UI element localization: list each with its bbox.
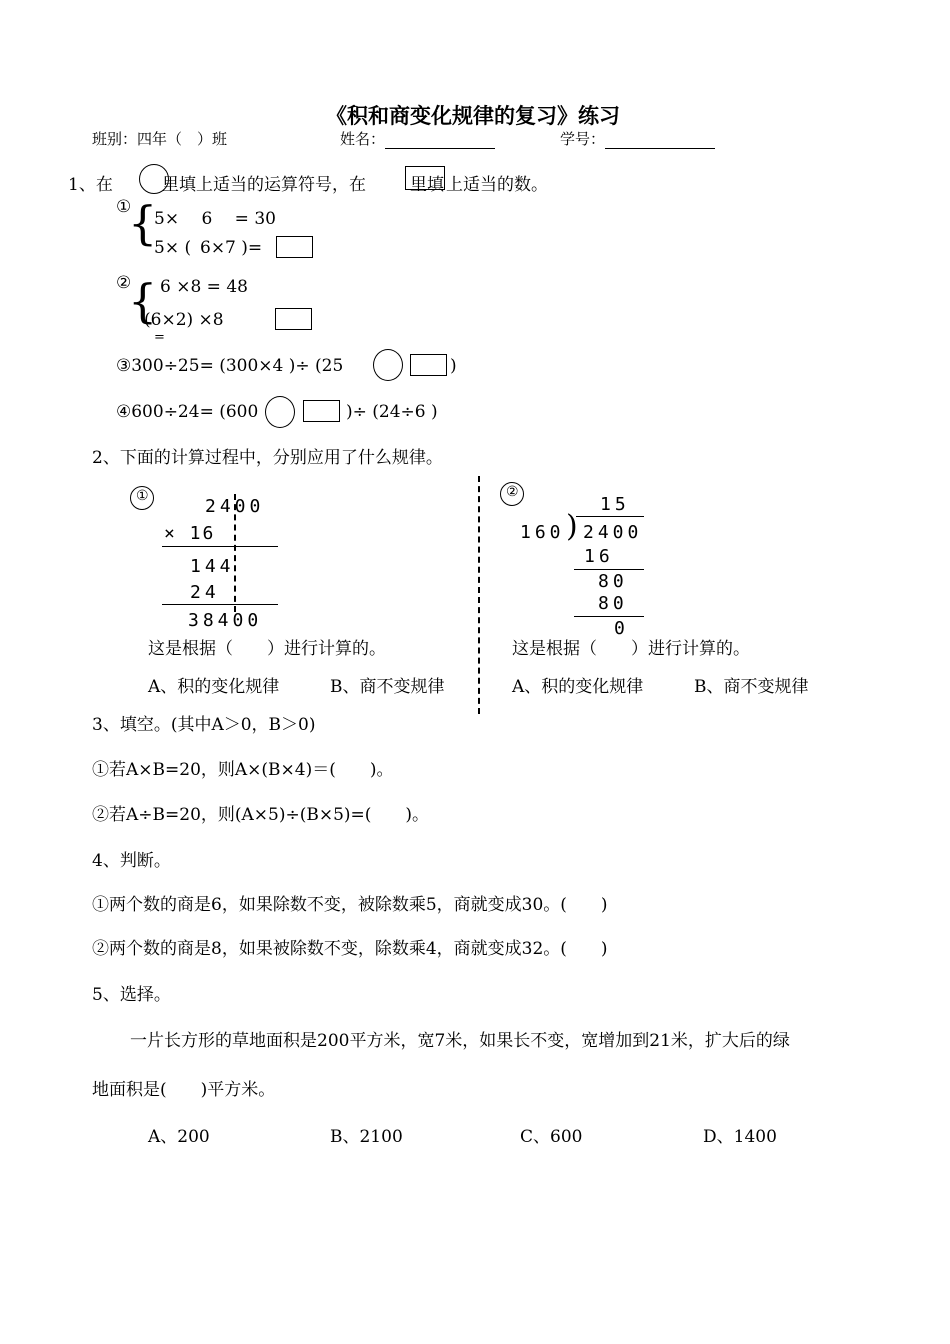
q1-p1-line1: 5× 6 = 30 (154, 209, 276, 229)
id-blank[interactable] (605, 134, 715, 149)
calc-line (574, 569, 644, 570)
q1-box-word: 里填 (410, 175, 444, 195)
q3-item2: ②若A÷B=20，则(A×5)÷(B×5)=( )。 (92, 805, 430, 825)
q1-p4-text-a: ④600÷24= (600 (116, 402, 259, 422)
calc-row: 80 (598, 593, 628, 614)
q2-right-marker: ② (506, 484, 519, 500)
dashed-guide (234, 494, 236, 612)
id-label: 学号： (560, 130, 606, 148)
brace-icon: { (128, 274, 158, 328)
answer-box[interactable] (275, 308, 312, 330)
answer-box[interactable] (303, 400, 340, 422)
answer-box[interactable] (410, 354, 447, 376)
calc-row: × 16 (164, 523, 216, 544)
q1-p2-line1: 6 ×8 = 48 (160, 277, 248, 297)
calc-line (162, 546, 278, 547)
calc-row: 0 (614, 618, 629, 639)
name-label: 姓名： (340, 130, 386, 148)
q1-p2-line2: (6×2) ×8 (144, 310, 224, 330)
divisor: 160 (520, 522, 565, 543)
q2-heading: 2、下面的计算过程中，分别应用了什么规律。 (92, 448, 443, 468)
calc-row: 24 (190, 582, 220, 603)
q1-p1-line2-b: 6×7 )= (200, 238, 263, 258)
q1-p2-eq: = (154, 330, 165, 345)
q1-p3-text-a: ③300÷25= (300×4 )÷ (25 (116, 356, 344, 376)
q5-option-b[interactable]: B、2100 (330, 1127, 403, 1147)
q2-left-option-b[interactable]: B、商不变规律 (330, 677, 445, 697)
calc-line (162, 604, 278, 605)
dividend: 2400 (583, 522, 643, 543)
answer-box[interactable] (276, 236, 313, 258)
q1-p2-marker: ② (116, 273, 132, 293)
q5-heading: 5、选择。 (92, 985, 171, 1005)
q1-p1-marker: ① (116, 197, 132, 217)
brace-icon: { (128, 196, 158, 250)
section-divider (478, 476, 480, 714)
q5-line2: 地面积是( )平方米。 (92, 1080, 276, 1100)
q5-option-a[interactable]: A、200 (148, 1127, 210, 1147)
q2-right-option-b[interactable]: B、商不变规律 (694, 677, 809, 697)
calc-row: 16 (584, 546, 614, 567)
calc-row: 38400 (188, 610, 263, 631)
q5-line1: 一片长方形的草地面积是200平方米，宽7米，如果长不变，宽增加到21米，扩大后的绿 (130, 1031, 790, 1051)
q3-heading: 3、填空。(其中A＞0，B＞0) (92, 715, 316, 735)
calc-line (574, 616, 644, 617)
calc-row: 2400 (205, 496, 265, 517)
division-bar (576, 516, 644, 517)
division-bracket-icon: ) (566, 509, 578, 544)
calc-row: 80 (598, 571, 628, 592)
q1-heading-b: 里填上适当的运算符号，在 (162, 175, 366, 195)
calc-row: 144 (190, 556, 235, 577)
q4-item2: ②两个数的商是8，如果被除数不变，除数乘4，商就变成32。( ) (92, 939, 608, 959)
name-field[interactable] (340, 128, 495, 149)
operator-circle[interactable] (265, 396, 295, 428)
class-label: 班别：四年（ ）班 (92, 130, 228, 148)
q1-p3-text-b: ) (450, 356, 457, 376)
q5-option-d[interactable]: D、1400 (703, 1127, 777, 1147)
name-blank[interactable] (385, 134, 495, 149)
q1-p4-text-b: )÷ (24÷6 ) (346, 402, 438, 422)
q2-right-statement: 这是根据（ ）进行计算的。 (512, 639, 750, 659)
page-title: 《积和商变化规律的复习》练习 (326, 104, 620, 128)
q5-option-c[interactable]: C、600 (520, 1127, 583, 1147)
q2-left-option-a[interactable]: A、积的变化规律 (148, 677, 280, 697)
quotient: 15 (600, 494, 630, 515)
q3-item1: ①若A×B=20，则A×(B×4)＝( )。 (92, 760, 394, 780)
id-field[interactable] (560, 128, 715, 149)
q4-heading: 4、判断。 (92, 851, 171, 871)
operator-circle[interactable] (373, 349, 403, 381)
q2-left-statement: 这是根据（ ）进行计算的。 (148, 639, 386, 659)
q4-item1: ①两个数的商是6，如果除数不变，被除数乘5，商就变成30。( ) (92, 895, 608, 915)
q2-left-marker: ① (136, 488, 149, 504)
q1-heading-a: 1、在 (68, 175, 113, 195)
q1-heading-c: 上适当的数。 (446, 175, 548, 195)
q2-right-option-a[interactable]: A、积的变化规律 (512, 677, 644, 697)
q1-p1-line2-a: 5× ( (154, 238, 192, 258)
